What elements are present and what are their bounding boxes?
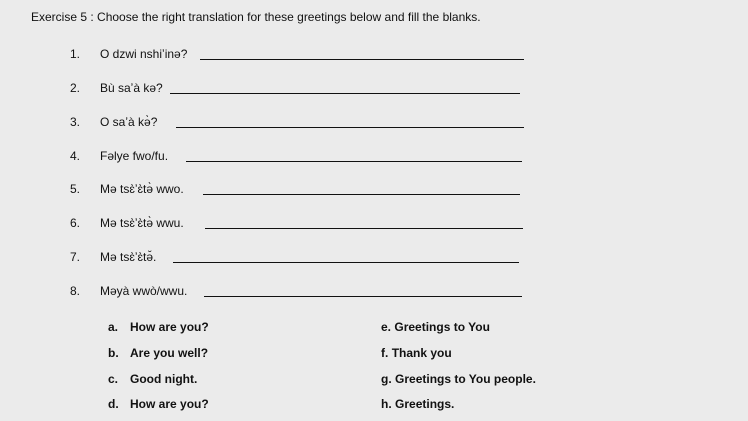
exercise-title: Exercise 5 : Choose the right translation for these greetings below and fill the blanks.: [31, 10, 481, 24]
answer-blank[interactable]: [204, 296, 522, 297]
option-text: Greetings to You people.: [395, 372, 536, 386]
item-number: 3.: [70, 115, 81, 129]
answer-blank[interactable]: [203, 194, 520, 195]
option-text: Good night.: [130, 372, 198, 386]
option-letter: h.: [381, 397, 392, 411]
exercise-item-5: [0, 182, 748, 200]
item-prompt: Məyà wwò/wwu.: [100, 284, 188, 298]
answer-blank[interactable]: [176, 127, 524, 128]
exercise-item-2: [0, 81, 748, 99]
item-prompt: Bù saʼà kə?: [100, 81, 163, 95]
exercise-item-6: [0, 216, 748, 234]
answer-option-g: [381, 372, 536, 386]
option-letter: a.: [108, 320, 119, 334]
answer-blank[interactable]: [173, 262, 519, 263]
item-number: 8.: [70, 284, 81, 298]
answer-option-h: [381, 397, 454, 411]
exercise-item-4: [0, 149, 748, 167]
option-text: Thank you: [391, 346, 452, 360]
item-number: 5.: [70, 182, 81, 196]
answer-option-a: [108, 320, 209, 334]
exercise-item-3: [0, 115, 748, 133]
option-text: Greetings to You: [394, 320, 490, 334]
item-number: 7.: [70, 250, 81, 264]
item-prompt: O saʼà kə̀?: [100, 115, 158, 129]
exercise-item-7: [0, 250, 748, 268]
option-text: Greetings.: [395, 397, 455, 411]
answer-blank[interactable]: [170, 93, 520, 94]
option-text: Are you well?: [130, 346, 209, 360]
answer-option-c: [108, 372, 197, 386]
answer-option-b: [108, 346, 208, 360]
option-letter: d.: [108, 397, 119, 411]
answer-option-d: [108, 397, 209, 411]
item-prompt: Mə tsɛ̀ʼɛ̀tə̀ wwo.: [100, 182, 184, 196]
item-prompt: Fəlye fwo/fu.: [100, 149, 169, 163]
option-letter: g.: [381, 372, 392, 386]
answer-blank[interactable]: [200, 59, 524, 60]
answer-blank[interactable]: [186, 161, 522, 162]
item-number: 2.: [70, 81, 81, 95]
answer-blank[interactable]: [205, 228, 523, 229]
exercise-item-8: [0, 284, 748, 302]
answer-option-f: [381, 346, 452, 360]
option-text: How are you?: [130, 320, 209, 334]
item-number: 4.: [70, 149, 81, 163]
option-letter: c.: [108, 372, 119, 386]
item-number: 6.: [70, 216, 81, 230]
option-letter: e.: [381, 320, 392, 334]
exercise-item-1: [0, 47, 748, 65]
option-letter: f.: [381, 346, 389, 360]
item-prompt: O dzwi nshiʼinə?: [100, 47, 188, 61]
item-prompt: Mə tsɛ̀ʼɛ̀tə̆.: [100, 250, 157, 264]
item-prompt: Mə tsɛ̀ʼɛ̀tə̀ wwu.: [100, 216, 184, 230]
answer-option-e: [381, 320, 490, 334]
option-letter: b.: [108, 346, 119, 360]
item-number: 1.: [70, 47, 81, 61]
option-text: How are you?: [130, 397, 209, 411]
